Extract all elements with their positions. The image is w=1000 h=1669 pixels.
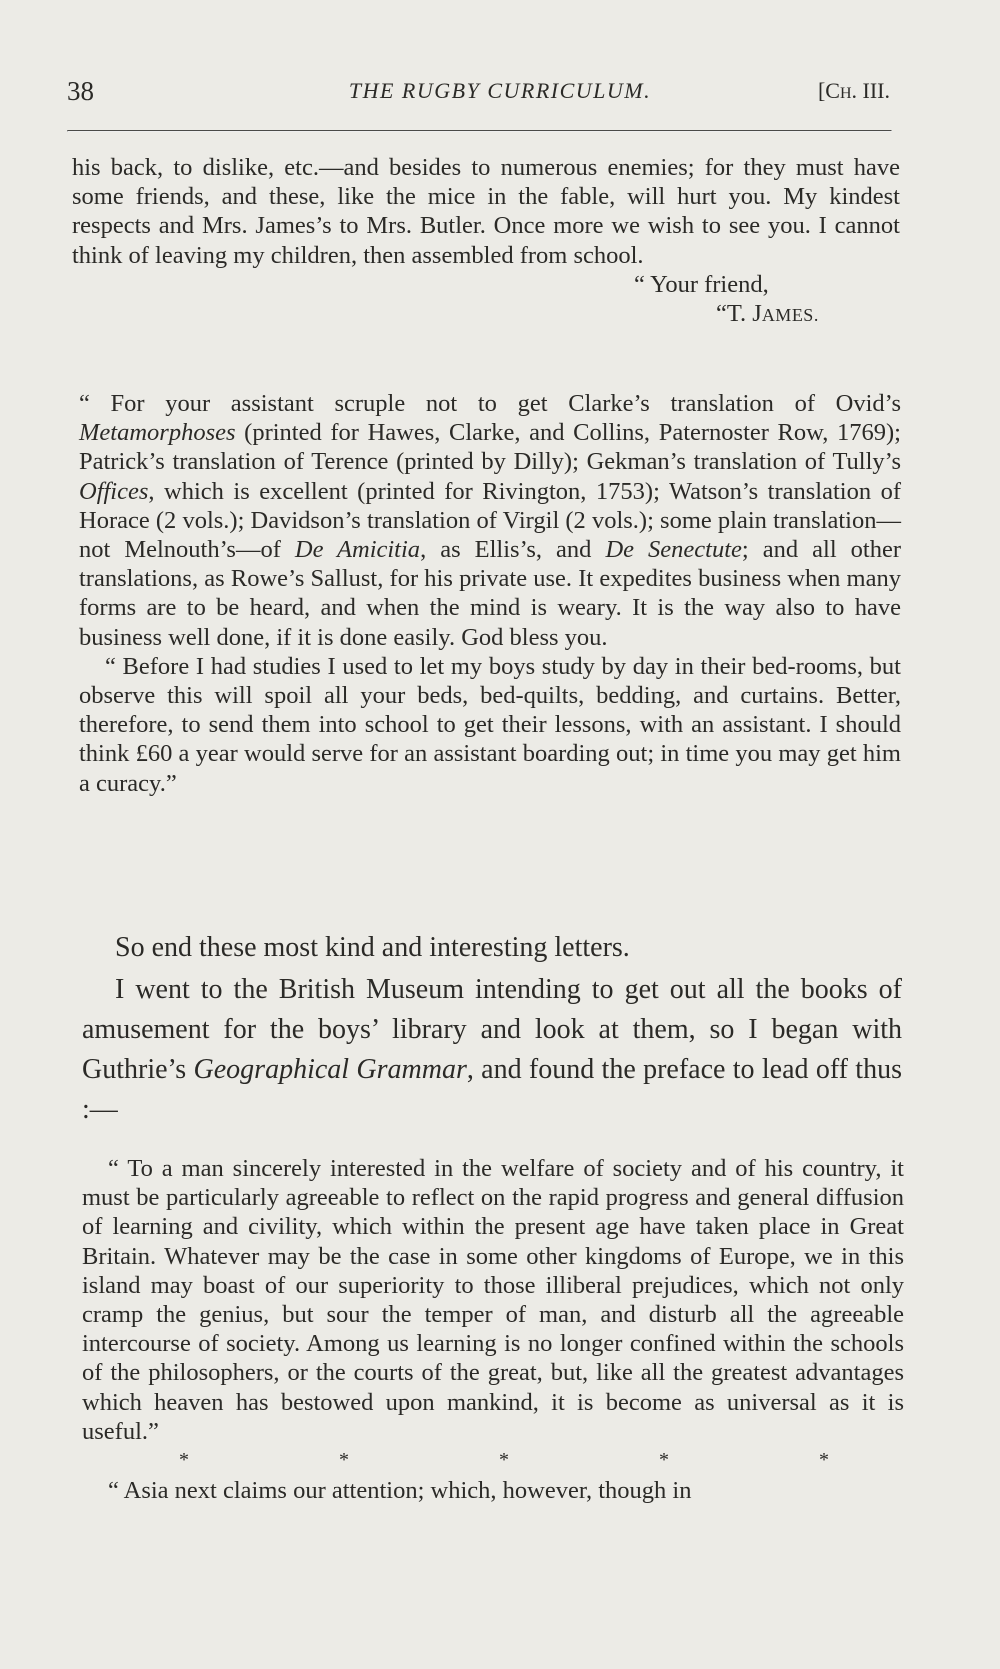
- p1-text-b: (printed for Hawes, Clarke, and Collins, Paternoster Row, 1769); Patrick’s translation of Terence (printed by Dilly); Gekman’s translation of Tully’s: [79, 419, 901, 476]
- page-number: 38: [67, 76, 94, 106]
- asterism: [179, 1448, 829, 1472]
- running-title: THE RUGBY CURRICULUM.: [348, 78, 652, 103]
- quote-paragraph-2: “ Asia next claims our attention; which, however, though in: [108, 1477, 692, 1505]
- narrative-paragraph-2: [82, 970, 902, 1130]
- asterism-star: *: [819, 1449, 829, 1472]
- p1-text-e: ; and all other translations, as Rowe’s Sallust, for his private use. It expedites business when many forms are to be heard, and when the mind is weary. It is the way also to have business well done, if it is done easily. God bless you.: [79, 536, 902, 651]
- second-letter-paragraph-2: “ Before I had studies I used to let my boys study by day in their bed-rooms, but observe this will spoil all your beds, bed-quilts, bedding, and curtains. Better, therefore, to send them into school to get their lessons, with an assistant. I should think £60 a year would serve for an assistant boarding out; in time you may get him a curacy.”: [79, 652, 901, 797]
- asterism-star: *: [179, 1449, 189, 1472]
- second-letter-paragraph-1: [79, 389, 901, 652]
- letter-ending-paragraph: his back, to dislike, etc.—and besides to numerous enemies; for they must have some friends, and these, like the mice in the fable, will hurt you. My kindest respects and Mrs. James’s to Mrs. Butler. Once more we wish to see you. I cannot think of leaving my children, then assembled from school.: [72, 154, 900, 269]
- narrative-text-a: I went to the British Museum intending to get out all the books of amusement for the boys’ library and look at them, so I began with Guthrie’s: [82, 974, 902, 1085]
- asterism-star: *: [499, 1449, 509, 1472]
- letter-closing: “ Your friend,: [634, 270, 769, 298]
- title-offices: Offices: [79, 477, 149, 505]
- chapter-ref-prefix: [C: [817, 78, 840, 103]
- p1-text-a: “ For your assistant scruple not to get Clarke’s translation of Ovid’s: [79, 390, 901, 417]
- narrative: [82, 928, 902, 1130]
- title-de-amicitia: De Amicitia: [294, 536, 421, 564]
- header-rule: [67, 130, 892, 132]
- quote-paragraph-1: “ To a man sincerely interested in the welfare of society and of his country, it must be particularly agreeable to reflect on the rapid progress and general diffusion of learning and civility, which within the present age have taken place in Great Britain. Whatever may be the case in some other kingdoms of Europe, we in this island may boast of our superiority to those illiberal prejudices, which not only cramp the genius, but sour the temper of man, and disturb all the agreeable intercourse of society. Among us learning is no longer confined within the schools of the philosophers, or the courts of the great, but, like all the greatest advantages which heaven has bestowed upon mankind, it is become as universal as it is useful.”: [82, 1155, 904, 1445]
- chapter-reference: [818, 78, 890, 104]
- chapter-ref-suffix: . III.: [851, 78, 890, 103]
- asterism-star: *: [659, 1449, 669, 1472]
- p1-text-d: , as Ellis’s, and: [420, 536, 606, 564]
- chapter-ref-small: H: [839, 85, 852, 102]
- second-letter: [79, 389, 901, 798]
- letter-ending: [72, 153, 900, 330]
- letter-signature: [72, 299, 900, 330]
- title-metamorphoses: Metamorphoses: [79, 419, 236, 447]
- narrative-text-b: , and found the preface to lead off thus :—: [82, 1054, 902, 1125]
- asterism-star: *: [339, 1449, 349, 1472]
- p1-text-c: , which is excellent (printed for Rivington, 1753); Watson’s translation of Horace (2 vols.); Davidson’s translation of Virgil (2 vols.); some plain translation—not Melnouth’s—of: [79, 477, 901, 564]
- narrative-paragraph-1: So end these most kind and interesting letters.: [115, 932, 630, 963]
- guthrie-quote: [82, 1154, 904, 1505]
- title-de-senectute: De Senectute: [605, 536, 742, 564]
- title-geographical-grammar: Geographical Grammar: [193, 1054, 467, 1085]
- signature-small-caps: AMES.: [761, 305, 819, 326]
- running-head: [0, 76, 1000, 116]
- signature-prefix: “T. J: [716, 300, 762, 328]
